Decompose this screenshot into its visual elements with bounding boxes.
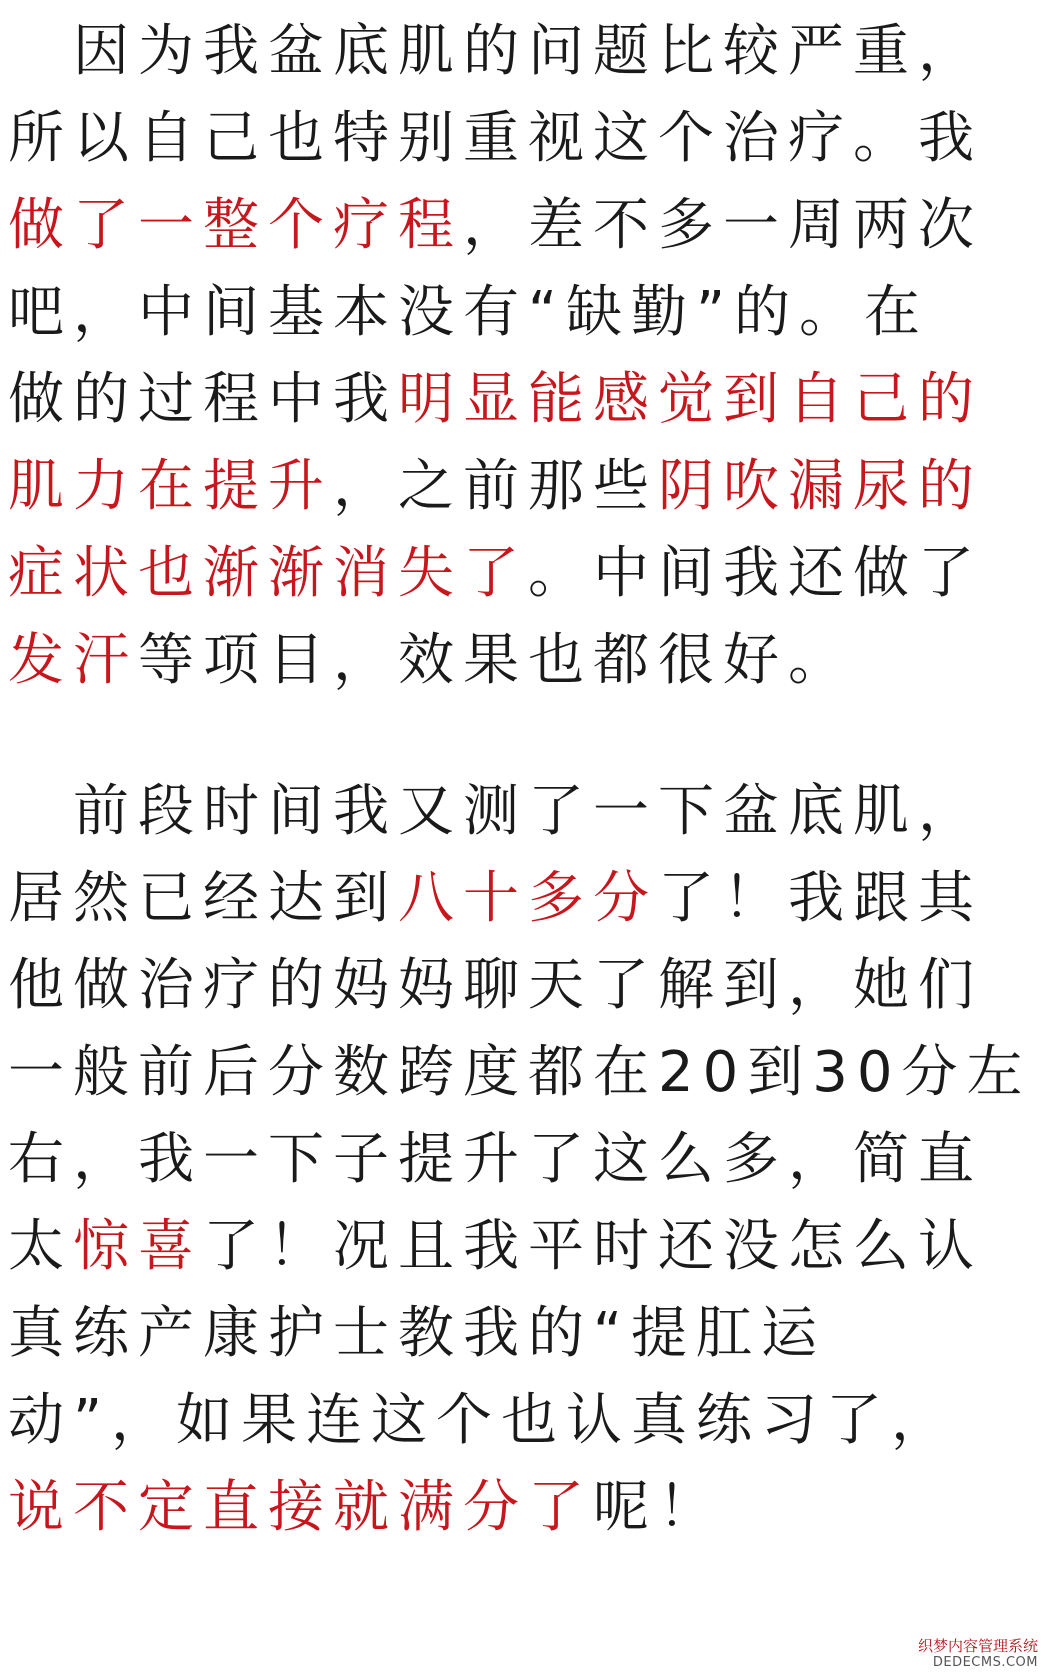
body-text: 呢！ [593,1475,723,1540]
site-watermark [918,1637,1038,1670]
text-line [8,534,1038,614]
highlighted-text: 明显能感觉到自己的 [398,367,983,432]
text-line [8,1468,1038,1548]
text-line [8,360,1038,440]
body-text: 吧，中间基本没有“缺勤”的。在 [8,280,930,345]
text-line [8,772,1038,852]
body-text: 太 [8,1214,73,1279]
watermark-title: 织梦内容管理系统 [917,1637,1038,1655]
body-text: 了！我跟其 [658,866,983,931]
body-text: ，差不多一周两次 [463,193,983,258]
highlighted-text: 做了一整个疗程 [8,193,463,258]
text-line [8,273,1038,353]
text-line [8,447,1038,527]
text-line [8,12,1038,92]
body-text: 一般前后分数跨度都在20到30分左 [8,1040,1032,1105]
highlighted-text: 八十多分 [398,866,658,931]
body-text: 他做治疗的妈妈聊天了解到，她们 [8,953,983,1018]
body-text: 真练产康护士教我的“提肛运 [8,1301,827,1366]
text-line [8,946,1038,1026]
text-line [8,1207,1038,1287]
body-text: 动”，如果连这个也认真练习了， [8,1388,957,1453]
highlighted-text: 阴吹漏尿的 [658,454,983,519]
highlighted-text: 惊喜 [73,1214,203,1279]
text-line [8,621,1038,701]
body-text: 等项目，效果也都很好。 [138,628,853,693]
text-line [8,1294,1038,1374]
text-line [8,859,1038,939]
text-line [8,1033,1038,1113]
highlighted-text: 肌力在提升 [8,454,333,519]
body-text: 。中间我还做了 [528,541,983,606]
body-text: 所以自己也特别重视这个治疗。我 [8,106,983,171]
text-line [8,1381,1038,1461]
body-text: 了！况且我平时还没怎么认 [203,1214,983,1279]
body-text: 右，我一下子提升了这么多，简直 [8,1127,983,1192]
text-line [8,1120,1038,1200]
highlighted-text: 说不定直接就满分了 [8,1475,593,1540]
highlighted-text: 发汗 [8,628,138,693]
text-line [8,186,1038,266]
body-text: 居然已经达到 [8,866,398,931]
text-line [8,99,1038,179]
watermark-domain: DEDECMS.COM [932,1655,1038,1670]
highlighted-text: 症状也渐渐消失了 [8,541,528,606]
body-text: 做的过程中我 [8,367,398,432]
body-text: 前段时间我又测了一下盆底肌， [8,779,983,844]
body-text: 因为我盆底肌的问题比较严重， [8,19,983,84]
body-text: ，之前那些 [333,454,658,519]
